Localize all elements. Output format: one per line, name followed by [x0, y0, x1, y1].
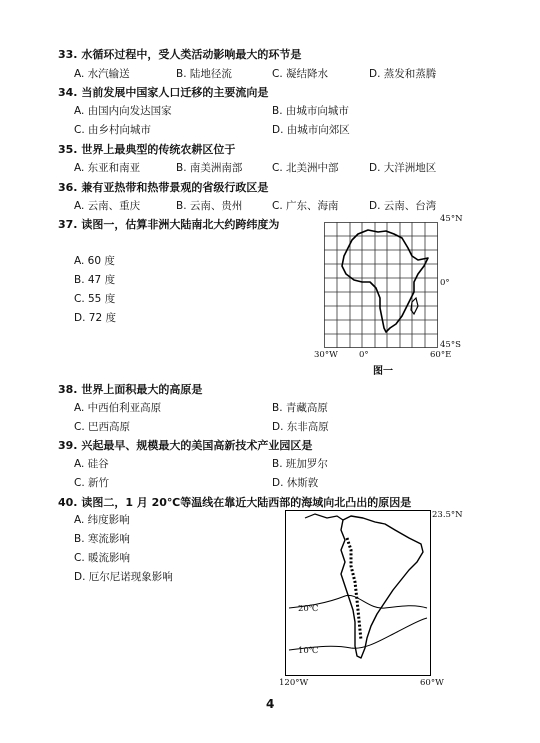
- question-33-option-d: D. 蒸发和蒸腾: [369, 68, 437, 80]
- question-35-option-a: A. 东亚和南亚: [74, 162, 141, 174]
- figure-1-lat-0: 0°: [440, 278, 450, 288]
- question-40-option-b: B. 寒流影响: [74, 533, 130, 545]
- question-38-option-a: A. 中西伯利亚高原: [74, 402, 162, 414]
- figure-2-lon-60w: 60°W: [420, 678, 444, 688]
- question-35-option-b: B. 南美洲南部: [176, 162, 243, 174]
- question-36-option-a: A. 云南、重庆: [74, 200, 141, 212]
- figure-1-lon-60e: 60°E: [430, 350, 452, 360]
- question-34-option-c: C. 由乡村向城市: [74, 124, 152, 136]
- question-36-option-c: C. 广东、海南: [272, 200, 339, 212]
- question-40-option-d: D. 厄尔尼诺现象影响: [74, 571, 173, 583]
- question-40-option-c: C. 暖流影响: [74, 552, 131, 564]
- question-36-stem: 36. 兼有亚热带和热带景观的省级行政区是: [58, 181, 269, 194]
- question-34-stem: 34. 当前发展中国家人口迁移的主要流向是: [58, 86, 269, 99]
- question-40-stem: 40. 读图二，1 月 20℃等温线在靠近大陆西部的海域向北凸出的原因是: [58, 496, 412, 509]
- question-40-option-a: A. 纬度影响: [74, 514, 130, 526]
- question-36-option-d: D. 云南、台湾: [369, 200, 437, 212]
- question-39-stem: 39. 兴起最早、规模最大的美国高新技术产业园区是: [58, 439, 313, 452]
- figure-1-lat-45n: 45°N: [440, 214, 463, 224]
- figure-1-grid-lines: [324, 222, 438, 348]
- question-39-option-c: C. 新竹: [74, 477, 110, 489]
- africa-outline: [342, 230, 428, 332]
- question-38-option-d: D. 东非高原: [272, 421, 329, 433]
- question-38-stem: 38. 世界上面积最大的高原是: [58, 383, 203, 396]
- question-34-option-d: D. 由城市向郊区: [272, 124, 350, 136]
- question-33-stem: 33. 水循环过程中，受人类活动影响最大的环节是: [58, 48, 302, 61]
- question-38-option-b: B. 青藏高原: [272, 402, 328, 414]
- central-america-outline: [305, 514, 343, 520]
- question-37-stem: 37. 读图一，估算非洲大陆南北大约跨纬度为: [58, 218, 280, 231]
- figure-2-lat-23-5n: 23.5°N: [432, 510, 463, 520]
- question-39-option-a: A. 硅谷: [74, 458, 109, 470]
- question-37-option-c: C. 55 度: [74, 293, 116, 305]
- andes-shading: [347, 538, 361, 640]
- question-33-option-a: A. 水汽输送: [74, 68, 130, 80]
- question-36-option-b: B. 云南、贵州: [176, 200, 243, 212]
- figure-2-lon-120w: 120°W: [279, 678, 309, 688]
- question-37-option-a: A. 60 度: [74, 255, 115, 267]
- question-33-option-c: C. 凝结降水: [272, 68, 329, 80]
- question-34-option-a: A. 由国内向发达国家: [74, 105, 172, 117]
- question-39-option-d: D. 休斯敦: [272, 477, 319, 489]
- figure-1-lon-30w: 30°W: [314, 350, 338, 360]
- figure-1-lon-0: 0°: [359, 350, 369, 360]
- question-35-option-d: D. 大洋洲地区: [369, 162, 437, 174]
- question-34-option-b: B. 由城市向城市: [272, 105, 349, 117]
- south-america-outline: [341, 516, 423, 658]
- figure-2-isotherm-10c-label: 10℃: [298, 646, 319, 656]
- question-35-stem: 35. 世界上最典型的传统农耕区位于: [58, 143, 236, 156]
- figure-1-caption: 图一: [373, 366, 393, 377]
- page-number: 4: [266, 697, 275, 711]
- question-35-option-c: C. 北美洲中部: [272, 162, 339, 174]
- figure-2-isotherm-20c-label: 20℃: [298, 604, 319, 614]
- figure-1-lat-45s: 45°S: [440, 340, 461, 350]
- figure-1-africa-grid-map: [324, 222, 438, 348]
- question-33-option-b: B. 陆地径流: [176, 68, 232, 80]
- question-39-option-b: B. 班加罗尔: [272, 458, 328, 470]
- question-37-option-b: B. 47 度: [74, 274, 116, 286]
- question-38-option-c: C. 巴西高原: [74, 421, 131, 433]
- question-37-option-d: D. 72 度: [74, 312, 116, 324]
